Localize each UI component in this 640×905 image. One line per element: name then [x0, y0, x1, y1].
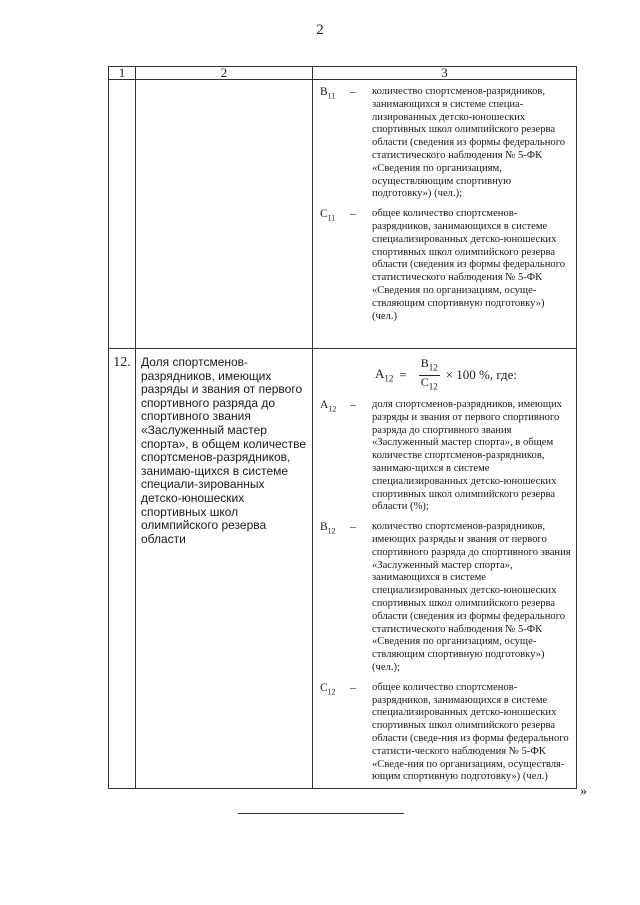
formula-equals: =: [399, 367, 407, 382]
definition-b12: [320, 521, 572, 675]
row11-definitions-cell: [313, 80, 577, 349]
definition-text: доля спортсменов-разрядников, имеющих разряды и звания от первого спортивного разряда до спортивного звания «Заслуженный мастер спорта», в общем количестве спортсменов-разрядников, занимаю-щихся в системе специализированных детско-юношеских спортивных школ олимпийского резерва области (%);: [372, 399, 562, 513]
definition-symbol: $C_{12}$: [320, 681, 336, 697]
row12-indicator-name: Доля спортсменов-разрядников, имеющих разряды и звания от первого спортивного разряда до спортивного звания «Заслуженный мастер спорта», в общем количестве спортсменов-разрядников, занимаю-щихся в системе специали-зированных детско-юношеских спортивных школ олимпийского резерва области: [136, 349, 313, 789]
row12-definitions-cell: [313, 349, 577, 789]
fraction-numerator: $B_{12}$: [419, 357, 440, 375]
definition-symbol: $C_{11}$: [320, 208, 336, 223]
formula-fraction: [419, 357, 440, 393]
definition-symbol: $A_{12}$: [320, 399, 337, 414]
definition-text: количество спортсменов-разрядников, имеющих разряды и звания от первого спортивного разряда до спортивного звания «Заслуженный мастер спорта», занимающихся в системе специализированных детско-юношеских спортивных школ олимпийского резерва области (сведения из формы федерального статистического наблюдения № 5-ФК «Сведения по организациям, осуще-ствляющим спортивную подготовку») (чел.);: [372, 521, 571, 673]
row11-name-cell: [136, 80, 313, 349]
definition-dash: –: [350, 681, 356, 694]
formula-tail: × 100 %, где:: [445, 367, 518, 382]
page-number: 2: [316, 22, 324, 38]
row12-number: 12.: [109, 349, 136, 789]
formula-lhs: $A_{12}$: [374, 366, 394, 384]
column-header-2: 2: [136, 67, 313, 80]
definition-text: общее количество спортсменов-разрядников, занимающихся в системе специализированных детско-юношеских спортивных школ олимпийского резерва области (сведения из формы федерального статистического наблюдения № 5-ФК «Сведения по организациям, осуще-ствляющим спортивную подготовку») (чел.): [372, 208, 566, 322]
definition-symbol: $B_{11}$: [320, 86, 336, 101]
definition-dash: –: [350, 399, 356, 411]
table-header-row: [109, 67, 577, 80]
closing-quote: »: [580, 784, 587, 799]
definition-c12: [320, 682, 572, 784]
definition-dash: –: [350, 521, 356, 534]
row11-number-cell: [109, 80, 136, 349]
definition-a12: [320, 399, 572, 514]
definition-text: общее количество спортсменов-разрядников, занимающихся в системе специализированных детско-юношеских спортивных школ олимпийского резерва области (сведе-ния из формы федерального статисти-ческого наблюдения № 5-ФК «Сведе-ния по организациям, осуществля-ющим спортивную подготовку») (чел.): [372, 681, 569, 783]
footer-rule: [238, 813, 404, 814]
definition-symbol: $B_{12}$: [320, 521, 336, 536]
formula-a12: [320, 357, 572, 393]
column-header-3: 3: [313, 67, 577, 80]
definition-c11: [320, 208, 572, 323]
fraction-denominator: $C_{12}$: [420, 374, 438, 391]
table-row-11-continued: [109, 80, 577, 349]
definition-text: количество спортсменов-разрядников, занимающихся в системе специа-лизированных детско-юношеских спортивных школ олимпийского резерва области (сведения из формы федерального статистического наблюдения № 5-ФК «Сведения по организациям, осуществляющим спортивную подготовку») (чел.);: [372, 86, 566, 200]
table-row-12: [109, 349, 577, 789]
definition-dash: –: [350, 86, 356, 98]
indicator-table: [108, 66, 577, 789]
definition-b11: [320, 86, 572, 201]
definition-dash: –: [350, 208, 356, 221]
column-header-1: 1: [109, 67, 136, 80]
